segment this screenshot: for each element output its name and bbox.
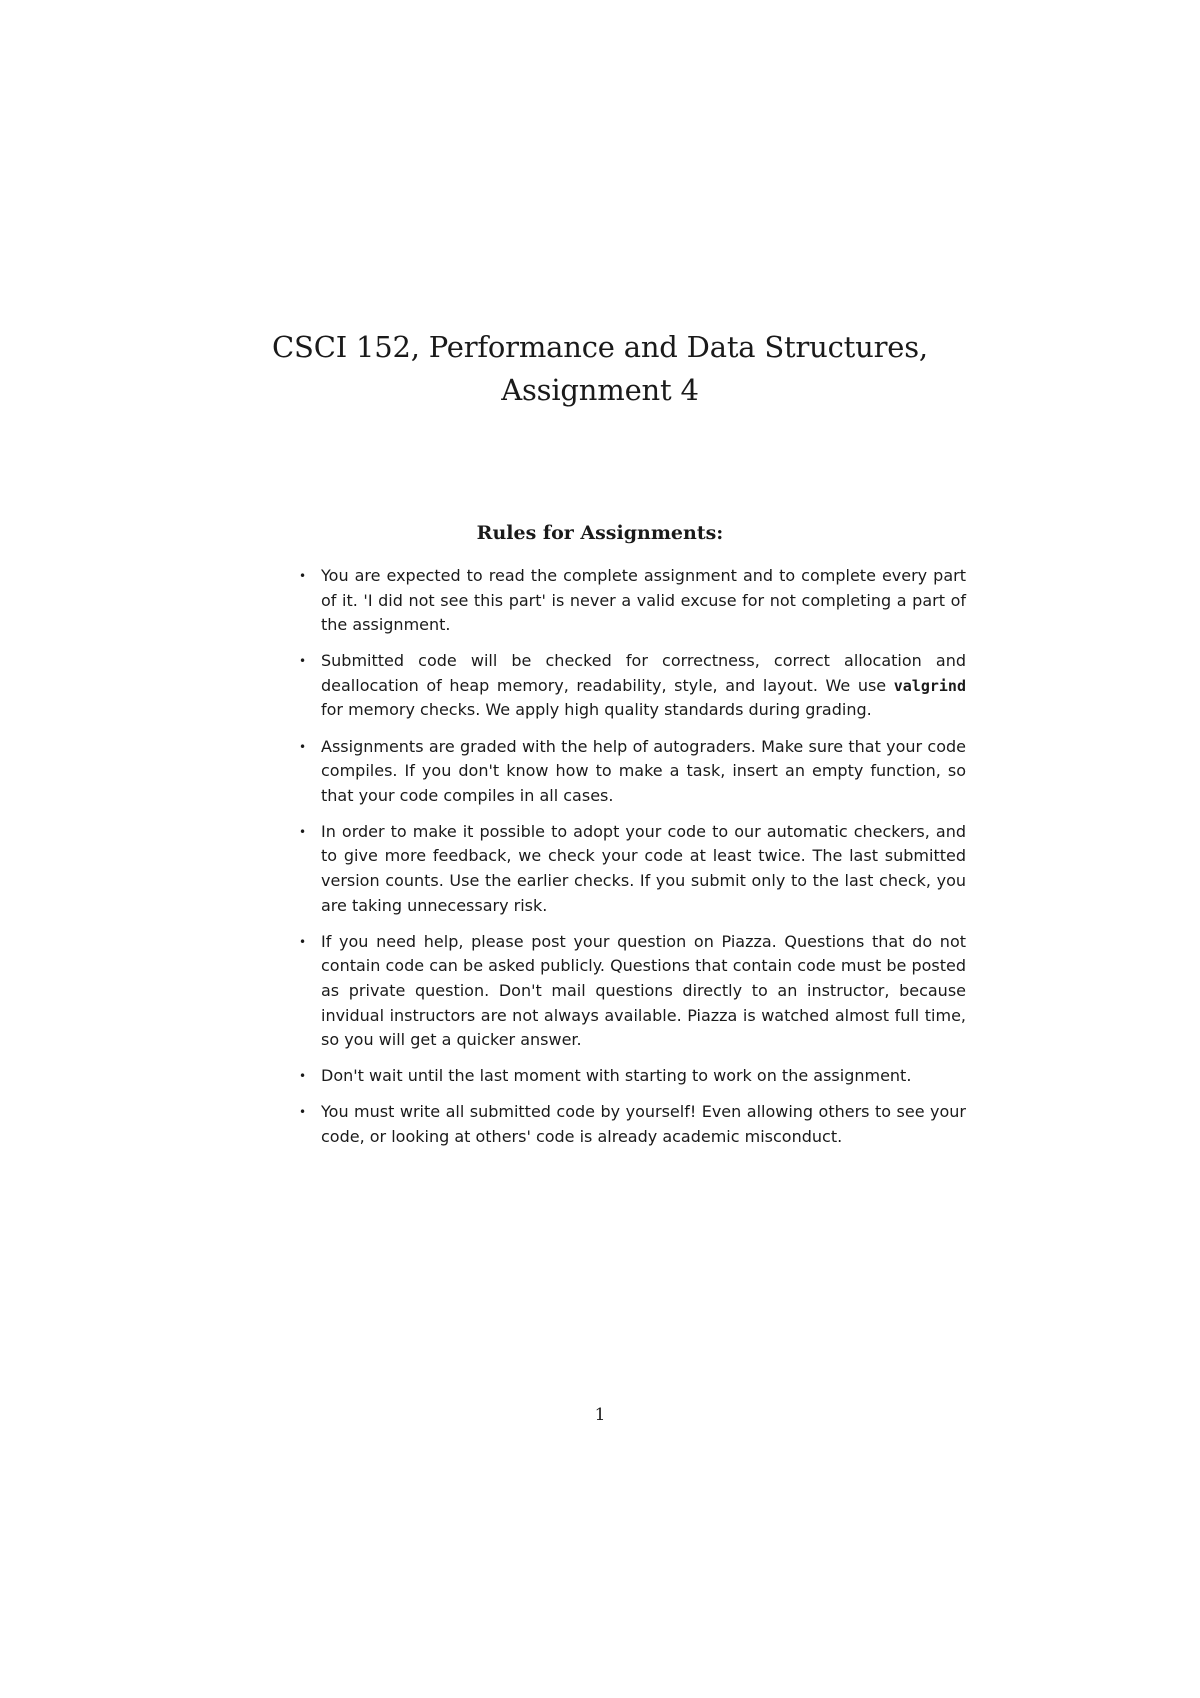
rule-item: [296, 820, 966, 918]
rule-text: Assignments are graded with the help of autograders. Make sure that your code compiles. If you don't know how to make a task, insert an empty function, so that your code compiles in all cases.: [321, 736, 966, 805]
bullet-icon: •: [299, 934, 307, 949]
bullet-icon: •: [299, 569, 307, 583]
rule-text: In order to make it possible to adopt your code to our automatic checkers, and to give more feedback, we check your code at least twice. The last submitted version counts. Use the earlier checks. If you submit only to the last check, you are taking unnecessary risk.: [321, 821, 966, 915]
rule-text: Don't wait until the last moment with starting to work on the assignment.: [321, 1066, 912, 1086]
bullet-icon: •: [299, 824, 307, 839]
rule-text: If you need help, please post your question on Piazza. Questions that do not contain code can be asked publicly. Questions that contain code must be posted as private question. Don't mail questions directly to an instructor, because invidual instructors are not always available. Piazza is watched almost full time, so you will get a quicker answer.: [321, 931, 966, 1050]
bullet-icon: •: [299, 1105, 307, 1120]
rule-text-before-code: Submitted code will be checked for correctness, correct allocation and deallocation of heap memory, readability, style, and layout. We use: [321, 651, 966, 695]
rule-item: [296, 1100, 966, 1149]
document-title: [200, 326, 1000, 412]
bullet-icon: •: [299, 739, 307, 754]
rule-text: [321, 651, 966, 719]
rule-item: [296, 735, 966, 809]
code-term: valgrind: [893, 676, 966, 695]
rule-item: [296, 1064, 966, 1089]
bullet-icon: •: [299, 1069, 307, 1084]
rule-text-after-code: for memory checks. We apply high quality standards during grading.: [321, 700, 872, 720]
title-line-1: CSCI 152, Performance and Data Structures,: [272, 330, 928, 364]
rule-text: You must write all submitted code by yourself! Even allowing others to see your code, or looking at others' code is already academic misconduct.: [321, 1102, 966, 1146]
section-heading: Rules for Assignments:: [476, 522, 724, 544]
rule-item: [296, 564, 966, 638]
rule-item: [296, 649, 966, 723]
rule-item: [296, 930, 966, 1053]
page-number: 1: [594, 1405, 606, 1425]
title-line-2: Assignment 4: [501, 373, 699, 407]
rules-list: [296, 564, 966, 1161]
rule-text: You are expected to read the complete assignment and to complete every part of it. 'I did not see this part' is never a valid excuse for not completing a part of the assignment.: [321, 566, 966, 635]
bullet-icon: •: [299, 654, 307, 669]
